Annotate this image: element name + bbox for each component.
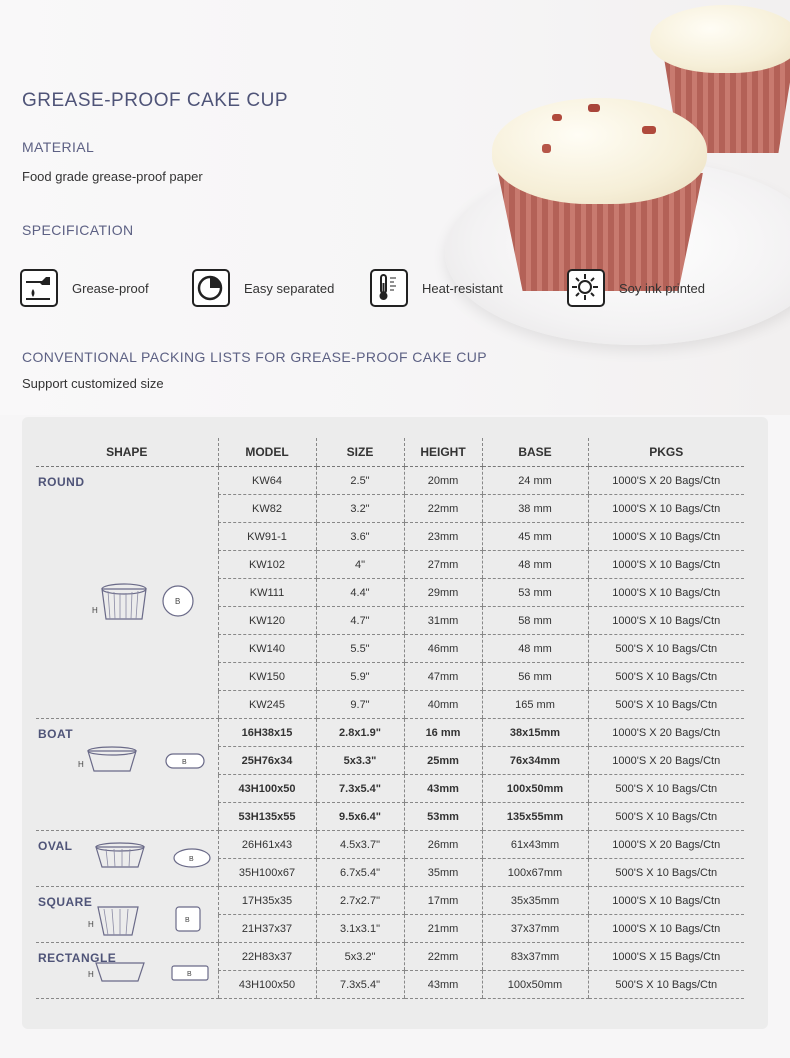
table-row [36, 887, 744, 915]
cell-pkgs: 500'S X 10 Bags/Ctn [588, 775, 744, 803]
oval-cup-diagram-icon [64, 839, 214, 876]
shape-cell-boat [36, 719, 218, 831]
cell-model: 22H83x37 [218, 943, 316, 971]
cell-model: 26H61x43 [218, 831, 316, 859]
cell-model: KW82 [218, 495, 316, 523]
cell-base: 100x67mm [482, 859, 588, 887]
cell-size: 5x3.2" [316, 943, 404, 971]
cell-model: KW120 [218, 607, 316, 635]
specification-list [20, 266, 760, 310]
specification-heading: SPECIFICATION [22, 222, 134, 238]
square-cup-diagram-icon [60, 899, 210, 946]
svg-text:H: H [88, 970, 94, 979]
svg-text:H: H [88, 920, 94, 929]
header-shape: SHAPE [36, 438, 218, 467]
shape-name: ROUND [38, 475, 85, 489]
hero-banner [0, 0, 790, 415]
cell-model: KW150 [218, 663, 316, 691]
cell-height: 46mm [404, 635, 482, 663]
svg-text:B: B [175, 597, 181, 606]
cell-pkgs: 1000'S X 10 Bags/Ctn [588, 495, 744, 523]
table-row [36, 943, 744, 971]
shape-name: RECTANGLE [38, 951, 117, 965]
cell-model: KW111 [218, 579, 316, 607]
spec-heat-resistant [370, 266, 503, 310]
header-model: MODEL [218, 438, 316, 467]
cell-pkgs: 500'S X 10 Bags/Ctn [588, 663, 744, 691]
cell-base: 165 mm [482, 691, 588, 719]
cell-pkgs: 1000'S X 10 Bags/Ctn [588, 579, 744, 607]
cell-pkgs: 1000'S X 20 Bags/Ctn [588, 719, 744, 747]
shape-name: OVAL [38, 839, 73, 853]
cell-height: 17mm [404, 887, 482, 915]
cell-size: 9.7" [316, 691, 404, 719]
cell-pkgs: 1000'S X 10 Bags/Ctn [588, 551, 744, 579]
cell-size: 3.2" [316, 495, 404, 523]
shape-cell-rectangle [36, 943, 218, 999]
header-height: HEIGHT [404, 438, 482, 467]
cell-height: 23mm [404, 523, 482, 551]
cell-height: 22mm [404, 495, 482, 523]
cell-base: 48 mm [482, 635, 588, 663]
cell-height: 27mm [404, 551, 482, 579]
cell-pkgs: 1000'S X 10 Bags/Ctn [588, 607, 744, 635]
cell-size: 4" [316, 551, 404, 579]
cell-size: 4.5x3.7" [316, 831, 404, 859]
cell-pkgs: 1000'S X 15 Bags/Ctn [588, 943, 744, 971]
table-header-row [36, 438, 744, 467]
spec-label: Easy separated [244, 280, 335, 296]
cell-base: 56 mm [482, 663, 588, 691]
cell-size: 5.9" [316, 663, 404, 691]
shape-name: SQUARE [38, 895, 93, 909]
cell-model: 35H100x67 [218, 859, 316, 887]
svg-text:B: B [187, 971, 192, 978]
cell-height: 31mm [404, 607, 482, 635]
cell-size: 2.7x2.7" [316, 887, 404, 915]
cell-pkgs: 500'S X 10 Bags/Ctn [588, 859, 744, 887]
cell-pkgs: 500'S X 10 Bags/Ctn [588, 635, 744, 663]
cell-size: 3.1x3.1" [316, 915, 404, 943]
grease-drop-icon [20, 269, 58, 307]
shape-cell-oval [36, 831, 218, 887]
cell-pkgs: 1000'S X 20 Bags/Ctn [588, 467, 744, 495]
cell-height: 53mm [404, 803, 482, 831]
cell-height: 47mm [404, 663, 482, 691]
cell-height: 22mm [404, 943, 482, 971]
cell-size: 3.6" [316, 523, 404, 551]
table-row [36, 831, 744, 859]
cell-size: 5.5" [316, 635, 404, 663]
cell-pkgs: 1000'S X 10 Bags/Ctn [588, 915, 744, 943]
cell-pkgs: 500'S X 10 Bags/Ctn [588, 971, 744, 999]
cell-height: 20mm [404, 467, 482, 495]
cell-model: 43H100x50 [218, 775, 316, 803]
cell-height: 35mm [404, 859, 482, 887]
cell-model: 16H38x15 [218, 719, 316, 747]
shape-name: BOAT [38, 727, 74, 741]
packing-table [36, 438, 744, 999]
cell-height: 21mm [404, 915, 482, 943]
header-size: SIZE [316, 438, 404, 467]
thermometer-icon [370, 269, 408, 307]
cell-height: 26mm [404, 831, 482, 859]
cell-height: 29mm [404, 579, 482, 607]
cell-model: KW91-1 [218, 523, 316, 551]
material-heading: MATERIAL [22, 139, 95, 155]
cell-model: 21H37x37 [218, 915, 316, 943]
spec-soy-ink-printed [567, 266, 705, 310]
cell-model: 25H76x34 [218, 747, 316, 775]
spec-label: Grease-proof [72, 280, 149, 296]
cell-pkgs: 1000'S X 20 Bags/Ctn [588, 747, 744, 775]
cell-base: 38x15mm [482, 719, 588, 747]
cell-model: KW102 [218, 551, 316, 579]
rectangle-cup-diagram-icon [60, 955, 210, 992]
cell-size: 2.5" [316, 467, 404, 495]
cell-pkgs: 1000'S X 10 Bags/Ctn [588, 887, 744, 915]
cell-pkgs: 500'S X 10 Bags/Ctn [588, 691, 744, 719]
cell-pkgs: 1000'S X 20 Bags/Ctn [588, 831, 744, 859]
cell-height: 43mm [404, 971, 482, 999]
cell-base: 58 mm [482, 607, 588, 635]
header-pkgs: PKGS [588, 438, 744, 467]
packing-subtext: Support customized size [22, 376, 164, 391]
cell-pkgs: 1000'S X 10 Bags/Ctn [588, 523, 744, 551]
spec-label: Heat-resistant [422, 280, 503, 296]
cell-base: 76x34mm [482, 747, 588, 775]
shape-cell-square [36, 887, 218, 943]
cell-size: 2.8x1.9" [316, 719, 404, 747]
cell-base: 100x50mm [482, 971, 588, 999]
svg-text:H: H [92, 606, 98, 615]
cell-height: 16 mm [404, 719, 482, 747]
cell-size: 6.7x5.4" [316, 859, 404, 887]
cell-size: 9.5x6.4" [316, 803, 404, 831]
cell-base: 53 mm [482, 579, 588, 607]
cell-height: 43mm [404, 775, 482, 803]
round-cup-diagram-icon [76, 579, 206, 632]
cell-size: 4.7" [316, 607, 404, 635]
cell-base: 48 mm [482, 551, 588, 579]
material-text: Food grade grease-proof paper [22, 169, 203, 184]
cell-model: KW140 [218, 635, 316, 663]
cell-base: 135x55mm [482, 803, 588, 831]
pie-separate-icon [192, 269, 230, 307]
cell-size: 5x3.3" [316, 747, 404, 775]
spec-grease-proof [20, 266, 149, 310]
packing-heading: CONVENTIONAL PACKING LISTS FOR GREASE-PROOF CAKE CUP [22, 349, 487, 365]
cell-model: KW245 [218, 691, 316, 719]
cell-base: 45 mm [482, 523, 588, 551]
cell-base: 61x43mm [482, 831, 588, 859]
boat-cup-diagram-icon [58, 743, 208, 780]
cell-base: 24 mm [482, 467, 588, 495]
spec-easy-separated [192, 266, 334, 310]
cell-base: 35x35mm [482, 887, 588, 915]
cell-size: 7.3x5.4" [316, 775, 404, 803]
cell-pkgs: 500'S X 10 Bags/Ctn [588, 803, 744, 831]
cell-base: 38 mm [482, 495, 588, 523]
page-title: GREASE-PROOF CAKE CUP [22, 90, 288, 111]
header-base: BASE [482, 438, 588, 467]
cell-model: 17H35x35 [218, 887, 316, 915]
cell-model: 43H100x50 [218, 971, 316, 999]
cell-base: 37x37mm [482, 915, 588, 943]
svg-text:B: B [189, 856, 194, 863]
cell-model: 53H135x55 [218, 803, 316, 831]
cell-model: KW64 [218, 467, 316, 495]
cell-base: 100x50mm [482, 775, 588, 803]
cell-height: 40mm [404, 691, 482, 719]
cell-base: 83x37mm [482, 943, 588, 971]
cell-size: 7.3x5.4" [316, 971, 404, 999]
soy-ink-icon [567, 269, 605, 307]
svg-text:B: B [185, 917, 190, 924]
spec-label: Soy ink printed [619, 280, 705, 296]
svg-text:B: B [182, 759, 187, 766]
shape-cell-round [36, 467, 218, 719]
cell-height: 25mm [404, 747, 482, 775]
cell-size: 4.4" [316, 579, 404, 607]
table-row [36, 719, 744, 747]
table-row [36, 467, 744, 495]
svg-text:H: H [78, 760, 84, 769]
